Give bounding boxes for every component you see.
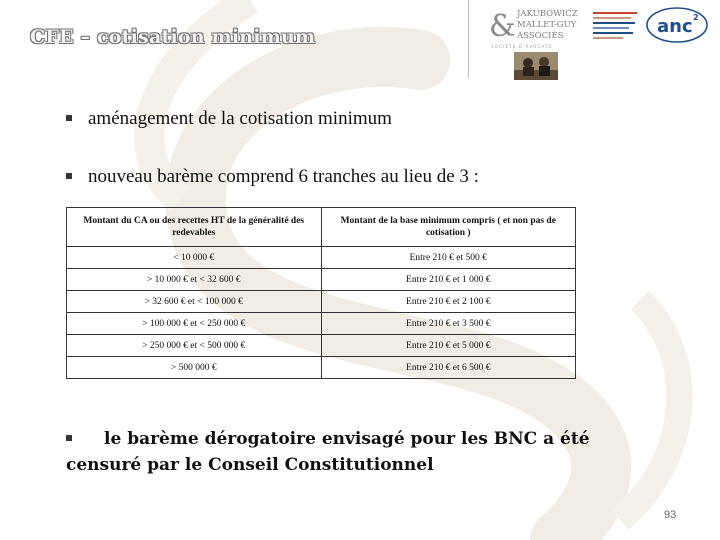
column-header-ca: Montant du CA ou des recettes HT de la généralité des redevables	[67, 208, 322, 247]
bullet-text	[66, 426, 668, 478]
table-row	[67, 357, 576, 379]
bullet-square-icon	[66, 435, 72, 441]
firm-line2: MALLET-GUY	[517, 20, 577, 30]
meeting-photo	[514, 52, 558, 80]
base-cell: Entre 210 € et 500 €	[321, 247, 576, 269]
table-row	[67, 247, 576, 269]
bareme-table	[66, 207, 576, 379]
bullet-text-line1: le barème dérogatoire envisagé pour les BNC a été	[104, 429, 590, 449]
table-row	[67, 269, 576, 291]
bullet-text: aménagement de la cotisation minimum	[88, 108, 392, 129]
header-divider	[468, 0, 469, 78]
base-cell: Entre 210 € et 5 000 €	[321, 335, 576, 357]
base-cell: Entre 210 € et 1 000 €	[321, 269, 576, 291]
svg-text:&: &	[489, 9, 516, 44]
table-row	[67, 291, 576, 313]
anc-wordmark: anc	[657, 16, 693, 37]
table-row	[67, 335, 576, 357]
bullet-text: nouveau barème comprend 6 tranches au lieu de 3 :	[88, 166, 479, 187]
ca-cell: > 250 000 € et < 500 000 €	[67, 335, 322, 357]
ca-cell: > 10 000 € et < 32 600 €	[67, 269, 322, 291]
column-header-base: Montant de la base minimum compris ( et non pas de cotisation )	[321, 208, 576, 247]
table-row	[67, 313, 576, 335]
ca-cell: > 32 600 € et < 100 000 €	[67, 291, 322, 313]
bullet-square-icon	[66, 115, 72, 121]
slide-title: CFE – cotisation minimum	[30, 26, 316, 48]
jmg-logo	[489, 9, 578, 49]
firm-line3: ASSOCIÉS	[517, 31, 564, 41]
bullet-square-icon	[66, 173, 72, 179]
firm-tagline: SOCIÉTÉ D'AVOCATS	[491, 44, 553, 49]
table-header-row	[67, 208, 576, 247]
ca-cell: > 100 000 € et < 250 000 €	[67, 313, 322, 335]
page-number: 93	[664, 509, 677, 521]
firm-line1: JAKUBOWICZ	[517, 9, 578, 19]
anc-logo	[647, 8, 707, 42]
base-cell: Entre 210 € et 3 500 €	[321, 313, 576, 335]
anc-superscript: 2	[693, 13, 699, 22]
firm-logos	[487, 4, 712, 50]
ca-cell: > 500 000 €	[67, 357, 322, 379]
base-cell: Entre 210 € et 2 100 €	[321, 291, 576, 313]
bullet-text-line2: censuré par le Conseil Constitutionnel	[66, 455, 434, 475]
partner-description	[593, 12, 637, 39]
ca-cell: < 10 000 €	[67, 247, 322, 269]
base-cell: Entre 210 € et 6 500 €	[321, 357, 576, 379]
